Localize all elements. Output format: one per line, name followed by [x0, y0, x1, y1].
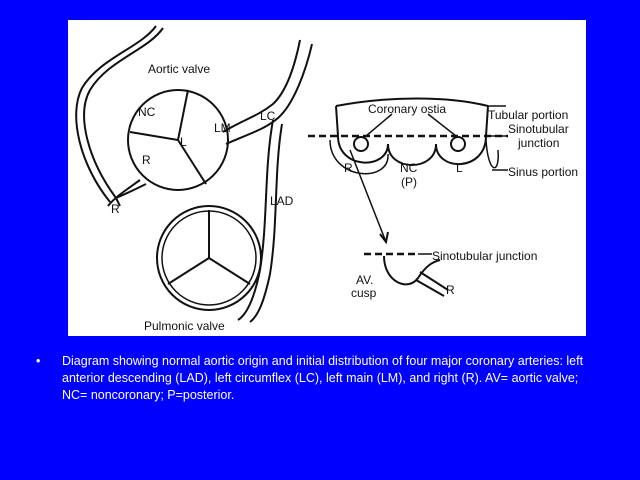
- label-lad: LAD: [270, 194, 294, 208]
- label-cusp-nc: NC: [138, 105, 156, 119]
- label-pulmonic-valve: Pulmonic valve: [144, 319, 225, 333]
- label-cusp-r: R: [142, 153, 151, 167]
- label-lc: LC: [260, 109, 276, 123]
- label-av-line2: cusp: [351, 286, 377, 300]
- label-sinotubular-line1: Sinotubular: [508, 122, 569, 136]
- arrow-to-av-cusp: [350, 150, 386, 242]
- pulmonic-divider-right: [209, 258, 250, 284]
- cusp-divider-left: [130, 132, 178, 140]
- label-cusp-p: (P): [401, 175, 417, 189]
- ostium-right: [354, 137, 368, 151]
- label-aortic-valve: Aortic valve: [148, 62, 211, 76]
- ostia-leader-2: [428, 114, 456, 136]
- caption-bullet-item: [36, 353, 596, 404]
- bullet-marker: •: [36, 354, 41, 368]
- ostia-leader-1: [366, 114, 392, 136]
- label-cusp-r-right: R: [344, 161, 353, 175]
- pulmonic-divider-left: [168, 258, 209, 284]
- cusp-divider-top: [178, 90, 188, 140]
- label-r-artery-lower: R: [446, 283, 455, 297]
- lower-r-artery-1: [420, 272, 448, 290]
- label-tubular-portion: Tubular portion: [488, 108, 569, 122]
- lower-r-artery-2: [416, 280, 444, 296]
- label-sinus-portion: Sinus portion: [508, 165, 579, 179]
- label-sinotubular-junction-lower: Sinotubular junction: [432, 249, 538, 263]
- lc-artery-path-2: [226, 44, 312, 144]
- label-coronary-ostia: Coronary ostia: [368, 102, 447, 116]
- label-av-line1: AV.: [356, 273, 374, 287]
- label-cusp-l: L: [180, 135, 187, 149]
- label-r-artery: R: [111, 202, 120, 216]
- label-lm: LM: [214, 121, 231, 135]
- tubular-left-wall: [336, 106, 338, 136]
- coronary-anatomy-diagram: [68, 20, 586, 336]
- label-cusp-l-right: L: [456, 161, 463, 175]
- caption-text: Diagram showing normal aortic origin and initial distribution of four major coronary arteries: left anterior descending (LAD), left circumflex (LC), left main (LM), and right (R). AV= aortic valve; NC= noncoronary; P=posterior.: [62, 354, 584, 402]
- ostium-left: [451, 137, 465, 151]
- label-sinotubular-line2: junction: [518, 136, 560, 150]
- sinus-outline-right: [486, 140, 498, 168]
- label-cusp-nc-right: NC: [400, 161, 418, 175]
- diagram-figure: [68, 20, 586, 336]
